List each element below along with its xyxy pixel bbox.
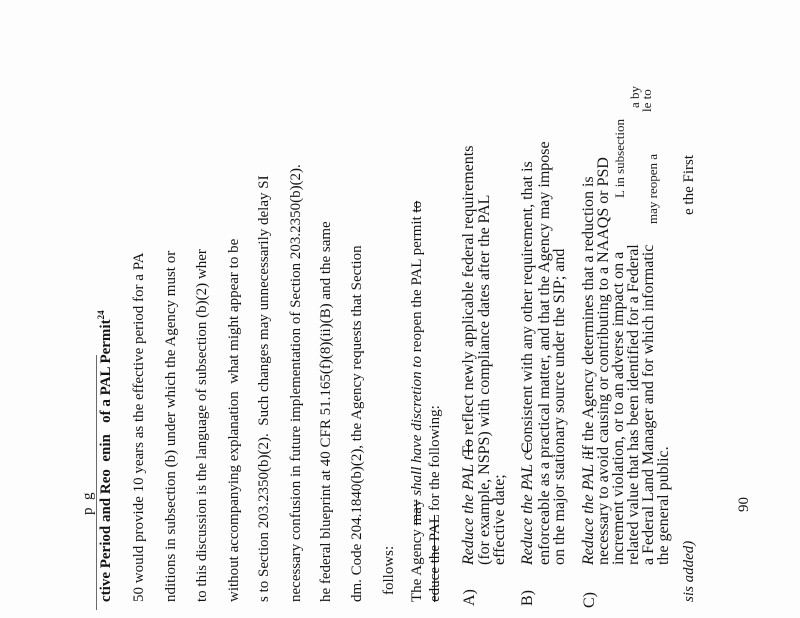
citation-note: sis added)	[681, 540, 697, 602]
scan-overlay-fragment: may reopen a	[645, 153, 660, 224]
text-line: follows:	[381, 545, 397, 595]
scan-overlay-fragment: a by	[627, 85, 642, 108]
text-fragment: e the First	[681, 155, 697, 215]
heading-text: ctive Period and Reo enin of a PAL Permit	[98, 319, 114, 602]
header-rule	[96, 355, 97, 610]
item-line: (for example, NSPS) with compliance dates after the PAL	[476, 194, 493, 565]
scan-overlay-fragment: L in subsection	[612, 119, 627, 198]
struck-text: C	[519, 442, 536, 454]
proposal-middle: reopen the PAL permit	[409, 212, 425, 356]
struck-text: may	[409, 499, 425, 526]
inserted-text: Reduce the PAL t	[460, 455, 477, 565]
struck-text: to	[409, 200, 425, 213]
struck-text: To	[460, 439, 477, 456]
footnote-ref: 24	[96, 310, 106, 320]
page-header-mark: p g	[80, 492, 96, 515]
scan-overlay-fragment: le to	[639, 89, 654, 112]
inserted-text: shall have discretion to	[409, 355, 425, 500]
proposal-line	[427, 405, 444, 602]
item-line: the general public.	[655, 446, 672, 565]
item-line-tail: onsistent with any other requirement, that is	[519, 161, 536, 443]
text-line: without accompanying explanation what might appear to be	[226, 238, 242, 602]
item-line: increment violation, or to an adverse impact on a	[610, 251, 627, 565]
proposal-tail: for the following:	[427, 405, 443, 515]
item-line	[519, 161, 536, 565]
item-label: C)	[581, 592, 598, 608]
section-heading	[98, 310, 115, 602]
text-line: to this discussion is the language of subsection (b)(2) wher	[194, 249, 210, 602]
proposal-line	[409, 201, 426, 602]
text-line: necessary confusion in future implementation of Section 203.2350(b)(2).	[288, 164, 304, 602]
item-line	[460, 146, 477, 565]
item-line: a Federal Land Manager and for which informatic	[640, 244, 657, 565]
text-line: dm. Code 204.1840(b)(2), the Agency requests that Section	[349, 245, 365, 602]
item-line: on the major stationary source under the SIP; and	[551, 248, 568, 565]
proposal-lead: The Agency	[409, 525, 425, 602]
struck-text: I	[580, 450, 597, 456]
text-line: nditions in subsection (b) under which the Agency must or	[163, 250, 179, 602]
inserted-text: Reduce the PAL i	[580, 455, 597, 565]
item-line: related value that has been identified for a Federal	[625, 244, 642, 565]
item-line: necessary to avoid causing or contributing to a NAAQS or PSD	[595, 157, 612, 565]
inserted-text: Reduce the PAL c	[519, 453, 536, 565]
text-line: s to Section 203.2350(b)(2). Such changes may unnecessarily delay SI	[256, 175, 272, 602]
text-line: he federal blueprint at 40 CFR 51.165(f)(8)(ii)(B) and the same	[318, 221, 334, 602]
item-label: A)	[461, 589, 478, 606]
item-line-tail: reflect newly applicable federal requirements	[460, 145, 477, 440]
item-line: enforceable as a practical matter, and that the Agency may impose	[536, 141, 553, 565]
item-line-tail: f the Agency determines that a reduction is	[580, 176, 597, 451]
item-label: B)	[519, 590, 536, 606]
item-line: effective date;	[491, 474, 508, 565]
struck-text: educe the PAL	[427, 514, 443, 602]
page-number: 90	[736, 497, 752, 512]
text-line: 50 would provide 10 years as the effective period for a PA	[131, 252, 147, 602]
